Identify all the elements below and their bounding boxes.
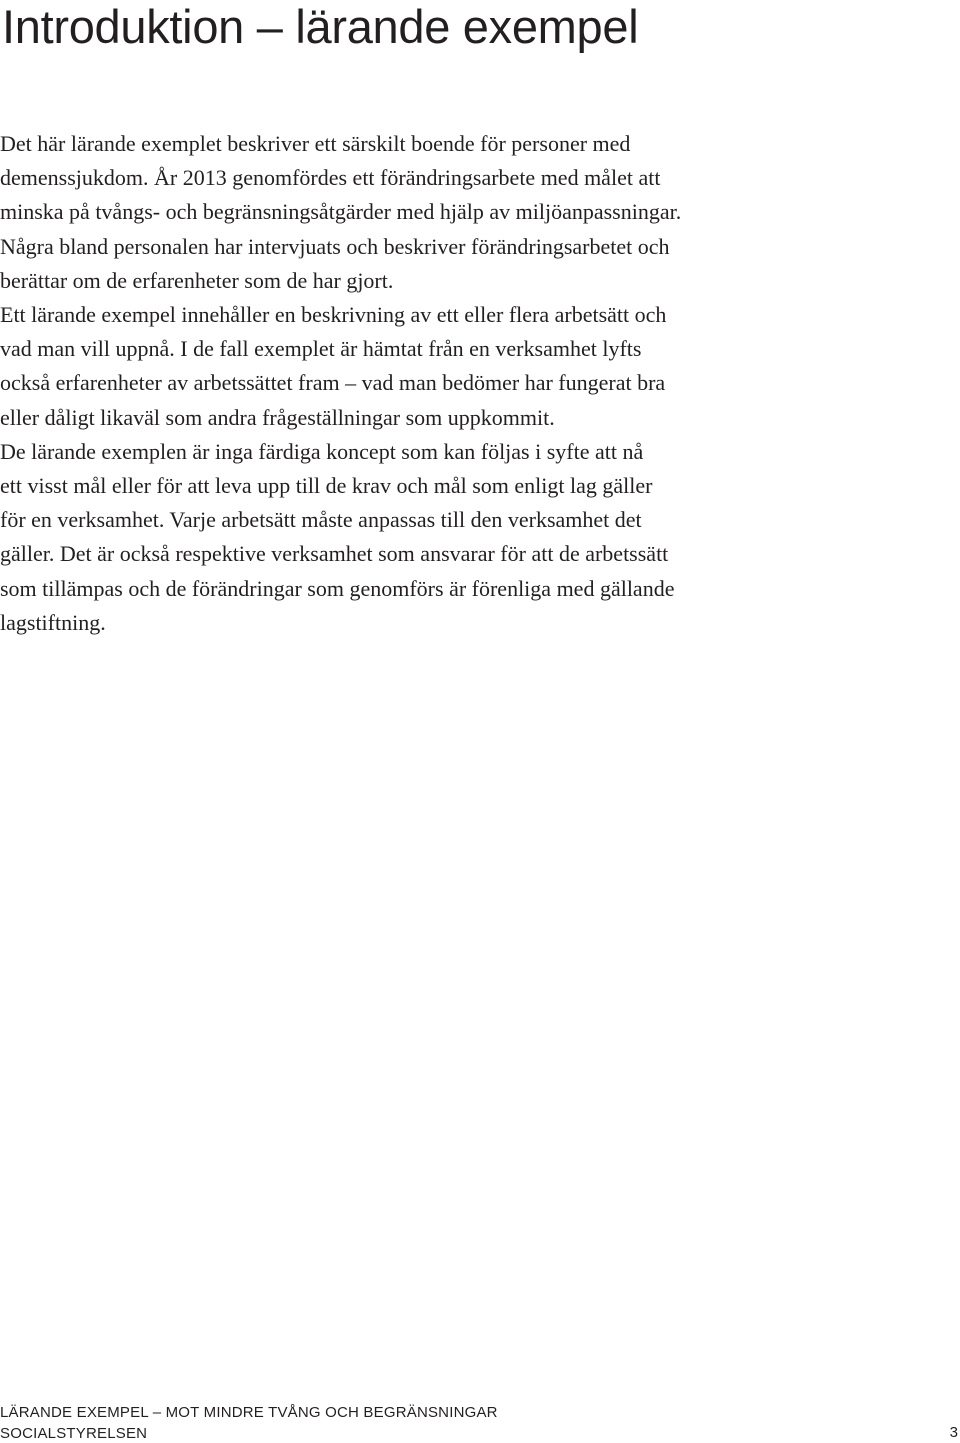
paragraph-disclaimer xyxy=(0,435,780,640)
text-line: gäller. Det är också respektive verksamhet som ansvarar för att de arbetssätt xyxy=(0,541,669,567)
text-line: berättar om de erfarenheter som de har gjort. xyxy=(0,267,394,293)
text-line: också erfarenheter av arbetssättet fram – vad man bedömer har fungerat bra xyxy=(0,370,666,396)
body-text xyxy=(0,127,780,640)
text-line: demenssjukdom. År 2013 genomfördes ett förändringsarbete med målet att xyxy=(0,165,661,191)
text-line: vad man vill uppnå. I de fall exemplet är hämtat från en verksamhet lyfts xyxy=(0,336,642,362)
text-line: Ett lärande exempel innehåller en beskrivning av ett eller flera arbetsätt och xyxy=(0,302,667,328)
text-line: för en verksamhet. Varje arbetsätt måste anpassas till den verksamhet det xyxy=(0,507,642,533)
text-line: Några bland personalen har intervjuats och beskriver förändringsarbetet och xyxy=(0,233,670,259)
text-line: eller dåligt likaväl som andra frågeställningar som uppkommit. xyxy=(0,404,555,430)
text-line: De lärande exemplen är inga färdiga koncept som kan följas i syfte att nå xyxy=(0,438,644,464)
text-line: minska på tvångs- och begränsningsåtgärder med hjälp av miljöanpassningar. xyxy=(0,199,682,225)
page-number: 3 xyxy=(949,1424,958,1441)
page-title: Introduktion – lärande exempel xyxy=(2,0,639,53)
text-line: Det här lärande exemplet beskriver ett särskilt boende för personer med xyxy=(0,131,631,156)
text-line: som tillämpas och de förändringar som genomförs är förenliga med gällande xyxy=(0,575,675,601)
footer-publisher: SOCIALSTYRELSEN xyxy=(0,1425,148,1442)
text-line: lagstiftning. xyxy=(0,609,106,635)
paragraph-intro xyxy=(0,127,780,298)
paragraph-definition xyxy=(0,298,780,435)
footer-publication-title: LÄRANDE EXEMPEL – MOT MINDRE TVÅNG OCH BEGRÄNSNINGAR xyxy=(0,1404,498,1421)
text-line: ett visst mål eller för att leva upp till de krav och mål som enligt lag gäller xyxy=(0,473,653,499)
